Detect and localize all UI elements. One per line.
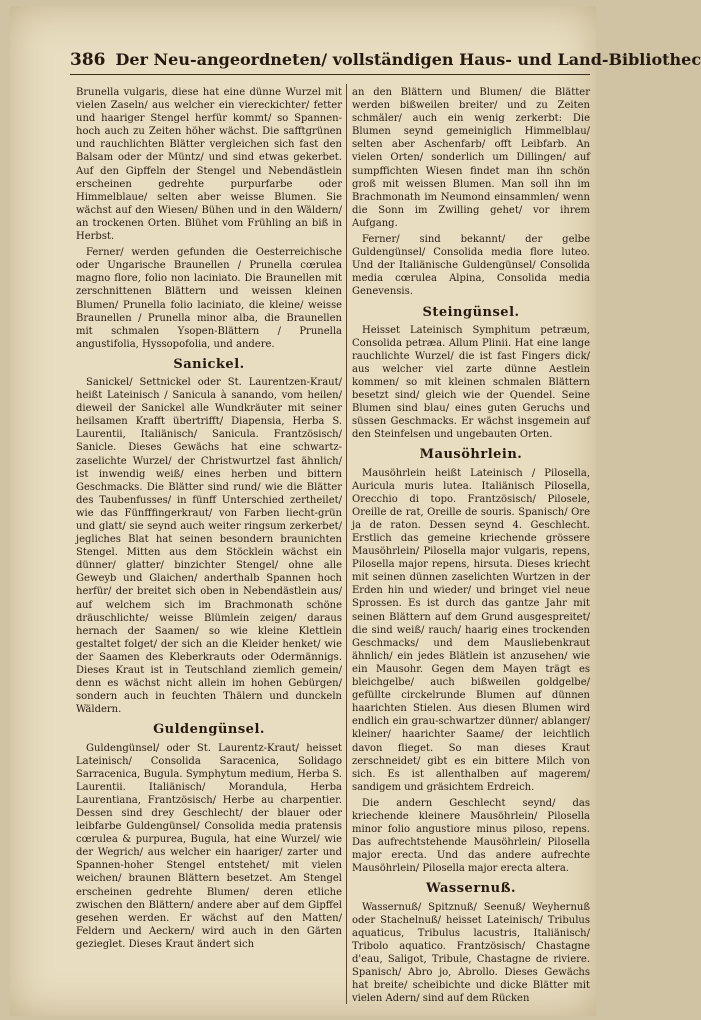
section-heading: Guldengünsel. (153, 722, 265, 738)
paragraph: Mausöhrlein heißt Lateinisch / Pilosella, Auricula muris lutea. Italiänisch Pilosella, Orecchio di topo. Frantzösisch/ Pilosele, Oreille de rat, Oreille de souris. Spanisch/ Ore ja de raton. Dessen seynd 4. Geschlecht. Erstlich das gemeine kriechende grössere Mausöhrlein/ Pilosella major vulgaris, repens, Pilosella major repens, hirsuta. Dieses kriecht mit seinen dünnen zaselichten Wurtzen in der Erden hin und wieder/ und bringet viel neue Sprossen. Es ist durch das gantze Jahr mit seinen Blättern auf dem Grund ausgespreitet/ die sind weiß/ rauch/ haarig eines trockenden Geschmacks/ und dem Mausliebenkraut ähnlich/ ein jedes Blätlein ist anzusehen/ wie ein Mausohr. Gegen dem Mayen trägt es bleichgelbe/ auch bißweilen goldgelbe/ gefüllte circkelrunde Blumen auf dünnen haarichten Stielen. Aus diesen Blumen wird endlich ein grau-schwartzer dünner/ ablanger/ kleiner/ haarichter Saame/ der leichtlich davon flieget. So man dieses Kraut zerschneidet/ gibt es ein bittere Milch von sich. Es ist allenthalben auf magerem/ sandigem und gräsichtem Erdreich. (352, 467, 590, 793)
section-heading: Mausöhrlein. (419, 447, 523, 463)
paragraph: Heisset Lateinisch Symphitum petræum, Consolida petræa. Allum Plinii. Hat eine lange rauchlichte Wurzel/ die ist fast Fingers dick/ aus welcher viel zarte dünne Aestlein kommen/ so mit kleinen schmalen Blättern besetzt sind/ gleich wie der Quendel. Seine Blumen sind blau/ eines guten Geruchs und süssen Geschmacks. Er wächst insgemein auf den Steinfelsen und ungebauten Orten. (352, 324, 590, 441)
column-divider (346, 84, 347, 1004)
paragraph: Sanickel/ Settnickel oder St. Laurentzen-Kraut/ heißt Lateinisch / Sanicula à sanando, vom heilen/ dieweil der Sanickel alle Wundkräuter mit seiner heilsamen Krafft übertrifft/ Diapensia, Herba S. Laurentii, Italiänisch/ Sanicula. Frantzösisch/ Sanicle. Dieses Gewächs hat eine schwartz-zaselichte Wurzel/ der Christwurtzel fast ähnlich/ ist inwendig weiß/ eines herben und bittern Geschmacks. Die Blätter sind rund/ wie die Blätter des Taubenfusses/ in fünff Unterschied zertheilet/ wie das Fünfffingerkraut/ von Farben liecht-grün und glatt/ sie seynd auch weiter ringsum zerkerbet/ jegliches Blat hat seinen besondern braunichten Stengel. Mitten aus dem Stöcklein wächst ein dünner/ glatter/ binzichter Stengel/ ohne alle Geweyb und Glaichen/ anderthalb Spannen hoch herfür/ der breitet sich oben in Nebendästlein aus/ auf welchem sich im Brachmonath schöne dräuschlichte/ weisse Blümlein zeigen/ daraus hernach der Saamen/ so wie kleine Klettlein gestaltet folget/ der sich an die Kleider henket/ wie der Saamen des Kleberkrauts oder Odermännigs. Dieses Kraut ist in Teutschland ziemlich gemein/ denn es wächst nicht allein im hohen Gebürgen/ sondern auch in feuchten Thälern und dunckeln Wäldern. (76, 376, 342, 716)
paragraph: an den Blättern und Blumen/ die Blätter werden bißweilen breiter/ und zu Zeiten schmäler/ auch ein wenig zerkerbt: Die Blumen seynd gemeiniglich Himmelblau/ selten aber Aschenfarb/ offt Leibfarb. An vielen Orten/ sonderlich um Dillingen/ auf sumpffichten Wiesen findet man ihn schön groß mit weissen Blumen. Man soll ihn im Brachmonath im Neumond einsammlen/ wenn die Sonn im Zwilling gehet/ vor ihrem Aufgang. (352, 87, 590, 229)
paragraph: Wassernuß/ Spitznuß/ Seenuß/ Weyhernuß oder Stachelnuß/ heisset Lateinisch/ Tribulus aquaticus, Tribulus lacustris, Italiänisch/ Tribolo aquatico. Frantzösisch/ Chastagne d'eau, Saligot, Tribule, Chastagne de riviere. Spanisch/ Abro jo, Abrollo. Dieses Gewächs hat breite/ scheibichte und dicke Blätter mit vielen Adern/ sind auf dem Rücken (352, 901, 590, 1005)
page-header (70, 50, 701, 75)
paragraph: Ferner/ werden gefunden die Oesterreichische oder Ungarische Braunellen / Prunella cœrulea magno flore, folio non laciniato. Die Braunellen mit zerschnittenen Blättern und weissen kleinen Blumen/ Prunella folio laciniato, die kleine/ weisse Braunellen / Prunella minor alba, die Braunellen mit schmalen Ysopen-Blättern / Prunella angustifolia, Hyssopofolia, und andere. (76, 247, 342, 350)
paragraph: Guldengünsel/ oder St. Laurentz-Kraut/ heisset Lateinisch/ Consolida Saracenica, Solidago Sarracenica, Bugula. Symphytum medium, Herba S. Laurentii. Italiänisch/ Morandula, Herba Laurentiana, Frantzösisch/ Herbe au charpentier. Dessen sind drey Geschlecht/ der blauer oder leibfarbe Guldengünsel/ Consolida media pratensis cœrulea & purpurea, Bugula, hat eine Wurzel/ wie der Wegrich/ aus welcher ein haariger/ zarter und Spannen-hoher Stengel entstehet/ mit vielen weichen/ braunen Blättern besetzet. Am Stengel erscheinen gedrehte Blumen/ deren etliche zwischen den Blättern/ andere aber auf dem Gipffel gesehen werden. Er wächst auf den Matten/ Feldern und Aeckern/ wird auch in den Gärten gezieglet. Dieses Kraut ändert sich (76, 742, 342, 950)
page-number: 386 (70, 50, 106, 70)
paragraph: Brunella vulgaris, diese hat eine dünne Wurzel mit vielen Zaseln/ aus welcher ein viereckichter/ fetter und haariger Stengel herfür kommt/ so Spannen-hoch auch zu Zeiten höher wächst. Die safftgrünen und rauchlichten Blätter vergleichen sich fast den Balsam oder der Müntz/ und sind etwas gekerbet. Auf den Gipffeln der Stengel und Nebendästlein erscheinen gedrehte purpurfarbe oder Himmelblaue/ selten aber weisse Blumen. Sie wächst auf den Wiesen/ Bühen und in den Wäldern/ an trockenen Orten. Blühet vom Frühling an biß in Herbst. (76, 87, 342, 243)
left-column (76, 86, 342, 1006)
right-column (352, 86, 590, 1006)
section-heading: Sanickel. (173, 356, 245, 372)
paragraph: Ferner/ sind bekannt/ der gelbe Guldengünsel/ Consolida media flore luteo. Und der Italiänische Guldengünsel/ Consolida media cœrulea Alpina, Consolida media Genevensis. (352, 234, 590, 298)
paragraph: Die andern Geschlecht seynd/ das kriechende kleinere Mausöhrlein/ Pilosella minor folio angustiore minus piloso, repens. Das aufrechtstehende Mausöhrlein/ Pilosella major erecta. Und das andere aufrechte Mausöhrlein/ Pilosella major erecta altera. (352, 797, 590, 875)
book-page (10, 6, 701, 1016)
running-title: Der Neu-angeordneten/ vollständigen Haus- und Land-Bibliothec (115, 50, 701, 69)
section-heading: Steingünsel. (422, 304, 520, 320)
section-heading: Wassernuß. (426, 881, 516, 897)
